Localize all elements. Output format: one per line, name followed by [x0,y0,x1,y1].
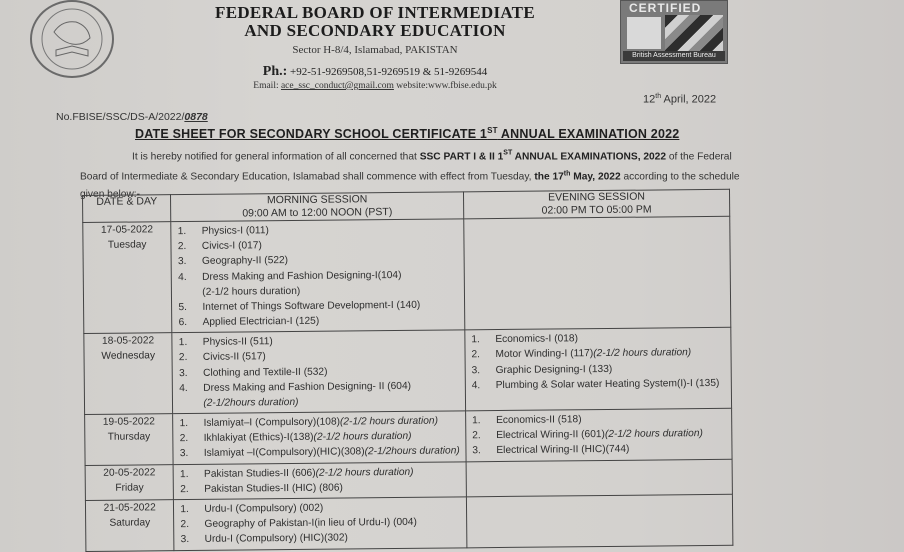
subject-item: 3. Geography-II (522) [177,255,289,268]
morning-subject-list [172,219,465,332]
board-address: Sector H-8/4, Islamabad, PAKISTAN [292,44,458,56]
subject-item: 1. Economics-I (018) [471,333,579,346]
board-contact [205,81,545,91]
evening-session-cell [465,408,732,461]
board-phone [205,64,545,80]
iso-certified-badge [620,0,728,64]
exam-date: 21-05-2022 [103,502,156,514]
exam-date: 17-05-2022 [100,224,154,236]
col-header-morning: MORNING SESSION 09:00 AM to 12:00 NOON (PST) [171,192,464,222]
subject-item: 3. Urdu-I (Compulsory) (HIC)(302) [180,532,348,546]
table-row [85,408,732,465]
board-name-line2: AND SECONDARY EDUCATION [244,21,506,40]
evening-subject-list [464,217,729,224]
iso-badge-text: CERTIFIED [629,1,702,15]
morning-subject-list [174,462,466,499]
subject-item: 4. Dress Making and Fashion Designing-I(104) [178,269,402,283]
subject-item: 2. Civics-II (517) [178,351,266,364]
subject-item: 1. Urdu-I (Compulsory) (002) [180,502,324,516]
date-day-cell [85,500,174,551]
morning-subject-list [173,411,465,463]
subject-item: 2. Civics-I (017) [177,240,262,253]
iso-badge-bureau: British Assessment Bureau [623,51,725,61]
morning-session-cell [173,411,466,464]
evening-session-cell [465,327,732,410]
subject-item: 3. Clothing and Textile-II (532) [179,366,328,379]
date-day-cell [85,464,174,500]
evening-session-cell [464,216,731,330]
website-link[interactable]: website:www.fbise.edu.pk [396,81,497,91]
phone-number: +92-51-9269508,51-9269519 & 51-9269544 [290,66,488,78]
evening-subject-list [466,409,732,461]
table-row [84,327,732,414]
morning-subject-list [174,497,466,549]
globe-book-icon [32,2,112,76]
reference-number: No.FBISE/SSC/DS-A/2022/0878 [56,111,208,123]
subject-item-continuation: (2-1/2 hours duration) [202,285,301,298]
col-header-evening: EVENING SESSION 02:00 PM TO 05:00 PM [463,189,729,219]
subject-item: 2. Ikhlakiyat (Ethics)-I(138)(2-1/2 hours duration) [179,431,412,445]
email-link[interactable]: ace_ssc_conduct@gmail.com [280,81,394,91]
subject-item: 3. Graphic Designing-I (133) [471,363,613,376]
exam-day: Friday [115,482,144,494]
morning-session-cell [172,330,465,414]
issue-date: 12th April, 2022 [643,93,717,106]
subject-item: 3. Islamiyat –I(Compulsory)(HIC)(308)(2-1/2hours duration) [179,445,460,460]
subject-item-continuation: (2-1/2hours duration) [203,396,299,409]
phone-label: Ph.: [262,64,288,79]
document-title: DATE SHEET FOR SECONDARY SCHOOL CERTIFICATE 1ST ANNUAL EXAMINATION 2022 [135,126,680,142]
board-name-line1: FEDERAL BOARD OF INTERMEDIATE [215,3,535,22]
date-day-cell [83,222,172,334]
morning-session-cell [174,497,467,550]
date-day-cell [85,414,174,465]
subject-item: 2. Electrical Wiring-II (601)(2-1/2 hours duration) [472,428,703,442]
morning-session-cell [171,219,465,333]
board-name [205,4,545,40]
subject-item: 2. Geography of Pakistan-I(in lieu of Urdu-I) (004) [180,517,417,531]
subject-item: 2. Pakistan Studies-II (HIC) (806) [180,482,343,495]
evening-session-cell [466,459,732,497]
table-row [83,216,731,333]
morning-subject-list [173,331,465,414]
subject-item: 1. Islamiyat–I (Compulsory)(108)(2-1/2 hours duration) [179,415,438,430]
exam-date: 20-05-2022 [103,466,156,479]
subject-item: 3. Electrical Wiring-II (HIC)(744) [472,444,630,457]
evening-subject-list [467,495,732,502]
exam-day: Tuesday [107,239,147,251]
stripes-decoration [665,15,723,51]
subject-item: 5. Internet of Things Software Development-I (140) [178,299,421,313]
evening-session-cell [466,494,733,547]
exam-day: Wednesday [101,350,156,363]
date-day-cell [84,333,173,415]
exam-day: Saturday [109,517,151,529]
morning-session-cell [173,461,466,499]
evening-subject-list [465,328,731,395]
subject-item: 4. Dress Making and Fashion Designing- II (604) [179,380,412,394]
notification-paragraph: It is hereby notified for general information of all concerned that SSC PART I & II 1ST ANNUAL EXAMINATIONS, 2022 of the Federal Board of Intermediate & Secondary Education, Islamabad shall commence with effect from Tuesday, the 17th May, 2022 according to the schedule given below:- [80,150,740,200]
subject-item: 1. Economics-II (518) [472,414,582,427]
col-header-date: DATE & DAY [83,195,172,223]
subject-item: 4. Plumbing & Solar water Heating System(I)-I (135) [471,377,720,392]
table-row [85,494,732,551]
exam-date: 18-05-2022 [101,335,155,348]
fbise-seal-logo [30,0,114,78]
exam-day: Thursday [107,431,151,443]
ukas-crown-icon [627,17,661,49]
subject-item: 1. Physics-II (511) [178,336,273,349]
subject-item: 1. Physics-I (011) [177,225,269,238]
subject-item: 6. Applied Electrician-I (125) [178,315,320,329]
exam-date: 19-05-2022 [102,416,155,428]
subject-item: 2. Motor Winding-I (117)(2-1/2 hours duration) [471,347,692,361]
date-sheet-table [82,189,733,552]
evening-subject-list [466,459,731,466]
email-label: Email: [253,81,279,91]
subject-item: 1. Pakistan Studies-II (606)(2-1/2 hours duration) [179,466,414,480]
